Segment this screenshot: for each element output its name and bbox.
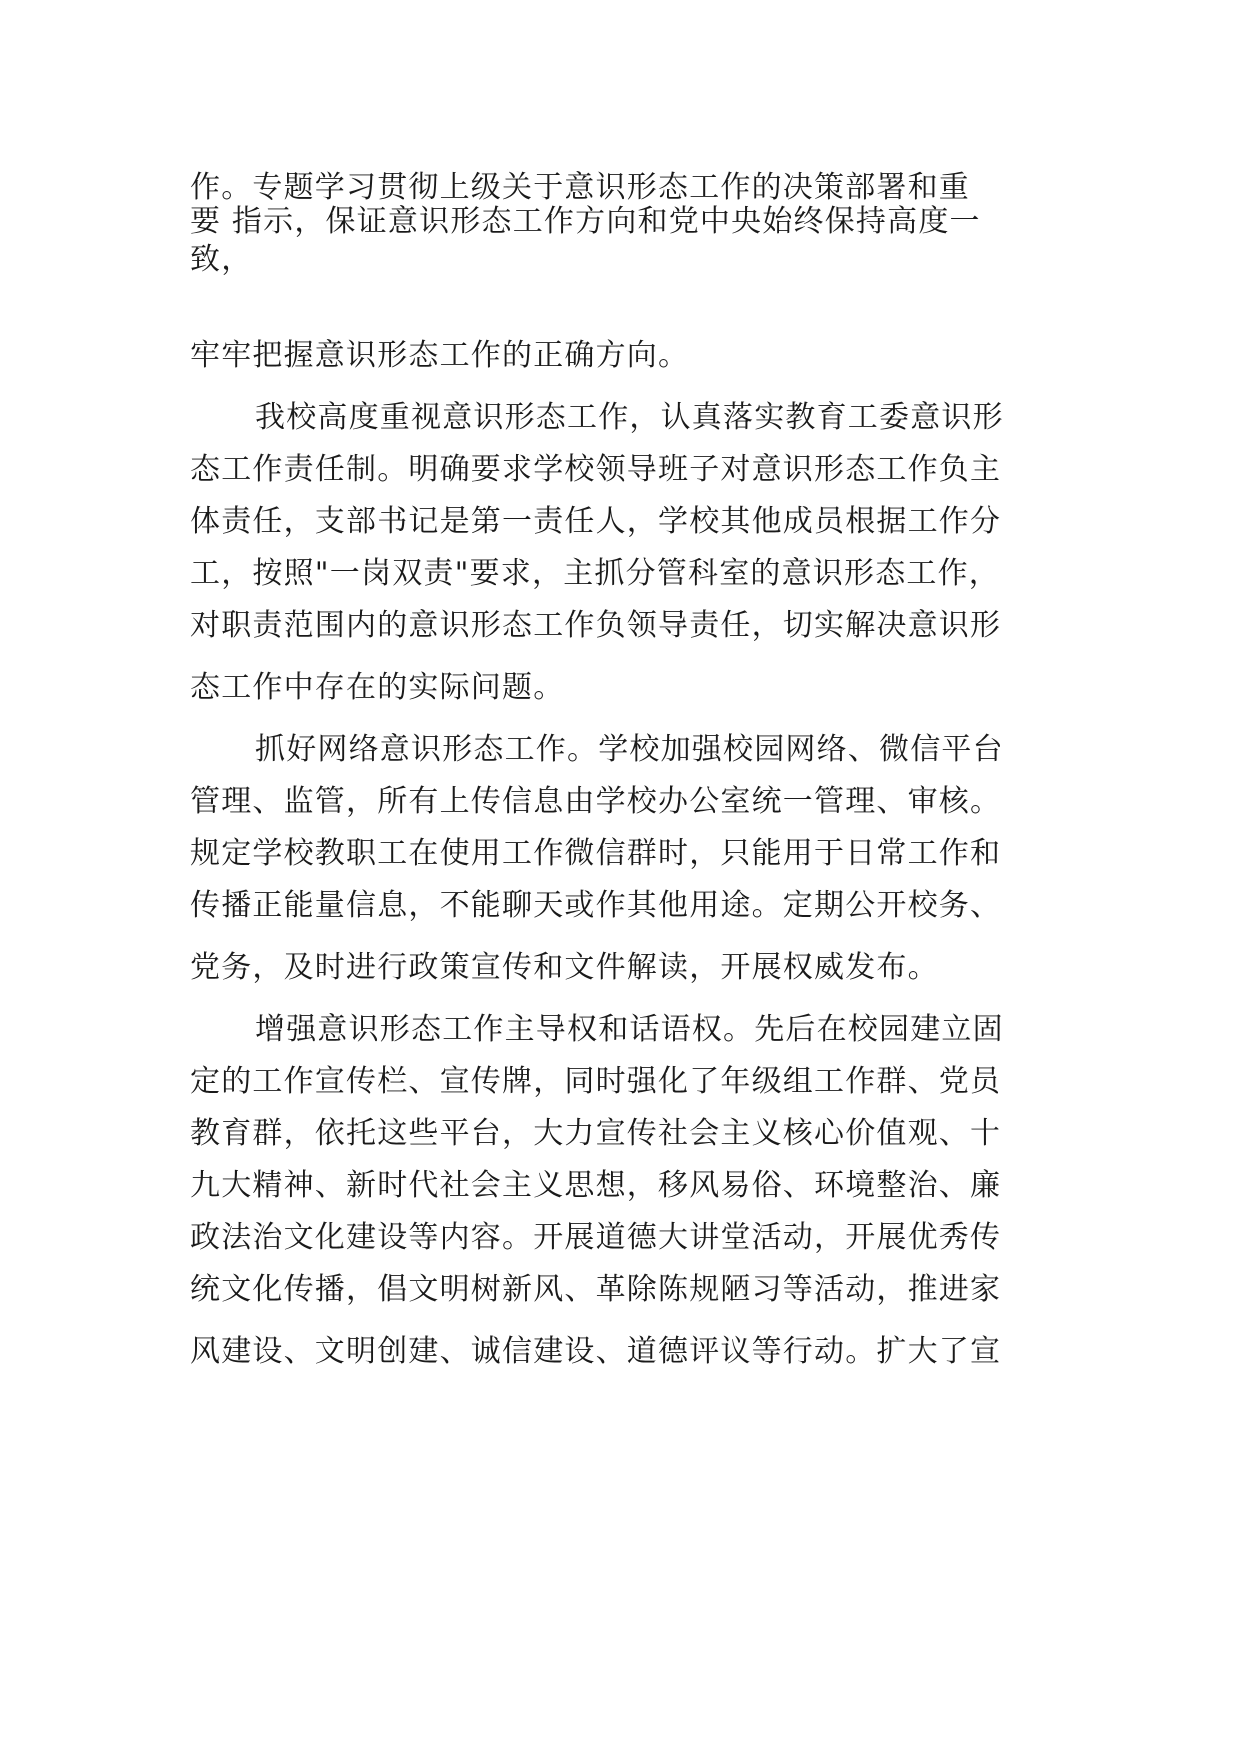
text-line: 对职责范围内的意识形态工作负领导责任，切实解决意识形 (190, 608, 1002, 643)
text-line: 作。专题学习贯彻上级关于意识形态工作的决策部署和重 (190, 170, 970, 205)
text-line: 管理、监管，所有上传信息由学校办公室统一管理、审核。 (190, 784, 1002, 819)
text-line: 要 指示，保证意识形态工作方向和党中央始终保持高度一 (190, 204, 981, 239)
text-line: 九大精神、新时代社会主义思想，移风易俗、环境整治、廉 (190, 1168, 1002, 1203)
text-line: 统文化传播，倡文明树新风、革除陈规陋习等活动，推进家 (190, 1272, 1002, 1307)
text-line: 体责任，支部书记是第一责任人，学校其他成员根据工作分 (190, 504, 1002, 539)
text-line: 牢牢把握意识形态工作的正确方向。 (190, 338, 690, 373)
text-line: 定的工作宣传栏、宣传牌，同时强化了年级组工作群、党员 (190, 1064, 1002, 1099)
text-line: 传播正能量信息，不能聊天或作其他用途。定期公开校务、 (190, 888, 1002, 923)
text-line: 致， (190, 242, 253, 277)
paragraph-first-line: 抓好网络意识形态工作。学校加强校园网络、微信平台 (255, 732, 1004, 767)
text-line: 风建设、文明创建、诚信建设、道德评议等行动。扩大了宣 (190, 1334, 1002, 1369)
text-line: 政法治文化建设等内容。开展道德大讲堂活动，开展优秀传 (190, 1220, 1002, 1255)
text-line: 党务，及时进行政策宣传和文件解读，开展权威发布。 (190, 950, 939, 985)
text-line: 态工作中存在的实际问题。 (190, 670, 565, 705)
text-line: 工，按照"一岗双责"要求，主抓分管科室的意识形态工作， (190, 556, 1000, 591)
text-line: 教育群，依托这些平台，大力宣传社会主义核心价值观、十 (190, 1116, 1002, 1151)
paragraph-first-line: 增强意识形态工作主导权和话语权。先后在校园建立固 (255, 1012, 1004, 1047)
paragraph-first-line: 我校高度重视意识形态工作，认真落实教育工委意识形 (255, 400, 1004, 435)
text-line: 规定学校教职工在使用工作微信群时，只能用于日常工作和 (190, 836, 1002, 871)
text-line: 态工作责任制。明确要求学校领导班子对意识形态工作负主 (190, 452, 1002, 487)
